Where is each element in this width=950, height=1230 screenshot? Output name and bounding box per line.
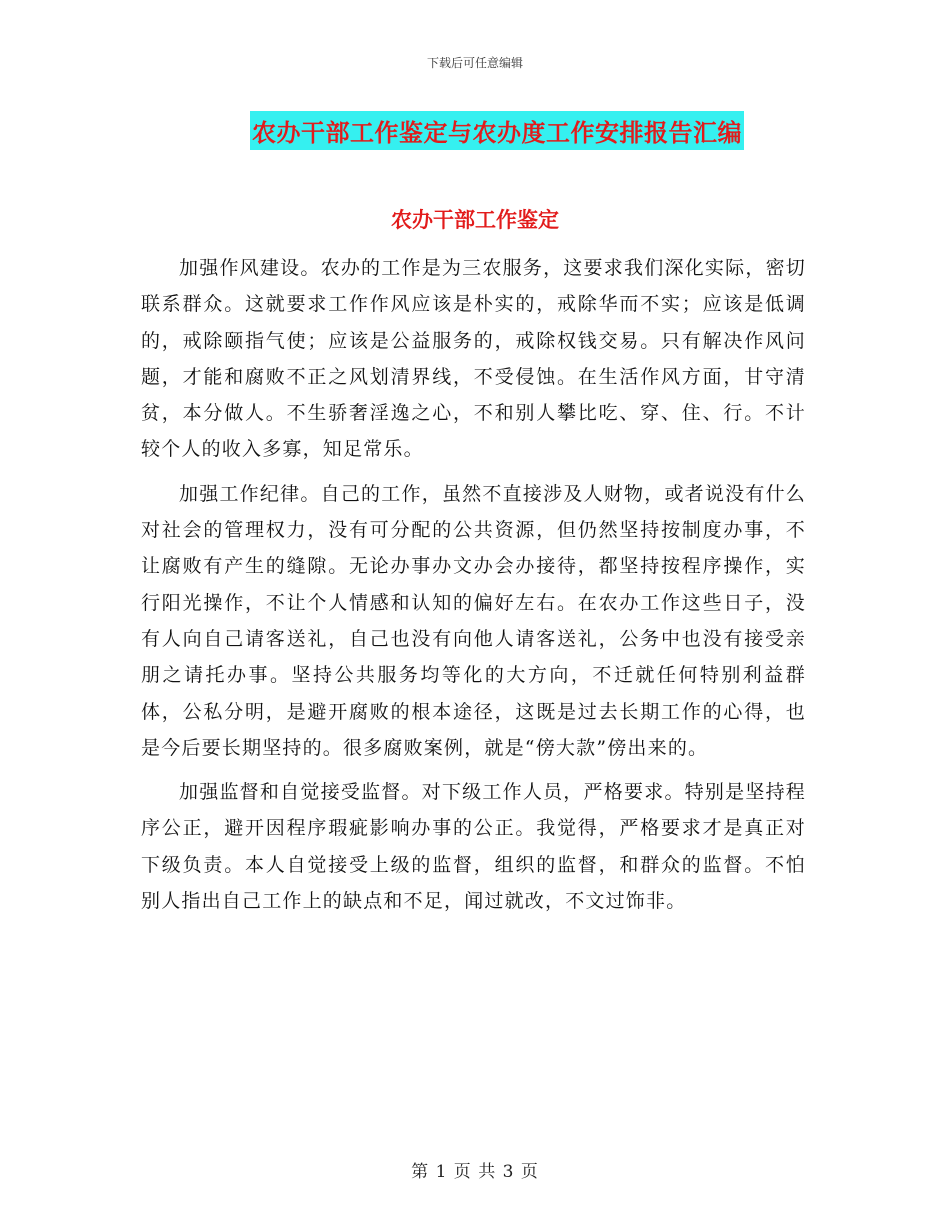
page-number-footer: 第 1 页 共 3 页 [411, 1162, 539, 1182]
paragraph-work-discipline: 加强工作纪律。自己的工作，虽然不直接涉及人财物，或者说没有什么对社会的管理权力，没有可分配的公共资源，但仍然坚持按制度办事，不让腐败有产生的缝隙。无论办事办文办会办接待，都坚持按程序操作，实行阳光操作，不让个人情感和认知的偏好左右。在农办工作这些日子，没有人向自己请客送礼，自己也没有向他人请客送礼，公务中也没有接受亲朋之请托办事。坚持公共服务均等化的大方向，不迁就任何特别利益群体，公私分明，是避开腐败的根本途径，这既是过去长期工作的心得，也是今后要长期坚持的。很多腐败案例，就是“傍大款”傍出来的。 [141, 482, 806, 759]
document-title-container [0, 111, 950, 150]
document-body [141, 250, 806, 927]
paragraph-supervision: 加强监督和自觉接受监督。对下级工作人员，严格要求。特别是坚持程序公正，避开因程序瑕疵影响办事的公正。我觉得，严格要求才是真正对下级负责。本人自觉接受上级的监督，组织的监督，和群众的监督。不怕别人指出自己工作上的缺点和不足，闻过就改，不文过饰非。 [141, 781, 806, 913]
document-title: 农办干部工作鉴定与农办度工作安排报告汇编 [250, 111, 744, 150]
paragraph-work-style: 加强作风建设。农办的工作是为三农服务，这要求我们深化实际，密切联系群众。这就要求工作作风应该是朴实的，戒除华而不实；应该是低调的，戒除颐指气使；应该是公益服务的，戒除权钱交易。只有解决作风问题，才能和腐败不正之风划清界线，不受侵蚀。在生活作风方面，甘守清贫，本分做人。不生骄奢淫逸之心，不和别人攀比吃、穿、住、行。不计较个人的收入多寡，知足常乐。 [141, 257, 806, 461]
section-title: 农办干部工作鉴定 [391, 208, 559, 232]
page-header-note: 下载后可任意编辑 [426, 56, 523, 70]
